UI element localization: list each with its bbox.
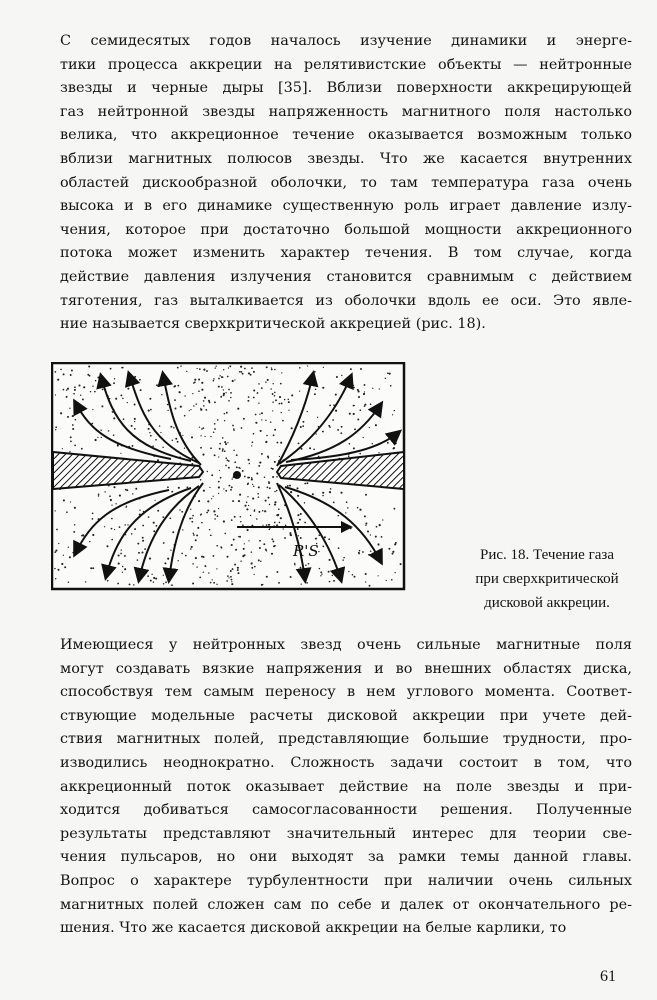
text-line: ствия магнитных полей, представляющие большие трудности, про- (60, 731, 632, 748)
text-line: областей дискообразной оболочки, то там температура газа очень (60, 174, 632, 191)
text-line: действие давления излучения становится сравнимым с действием (60, 268, 632, 285)
text-line: ходится добиваться самосогласованности решения. Полученные (60, 802, 632, 819)
text-line: ние называется сверхкритической аккрецией (рис. 18). (60, 316, 486, 333)
text-line: велика, что аккреционное течение оказывается возможным только (60, 127, 632, 144)
text-line: Вопрос о характере турбулентности при наличии очень сильных (60, 872, 632, 889)
text-line: чения, которое при достаточно большой мощности аккреционного (60, 221, 632, 238)
text-line: способствуя тем самым переносу в нем углового момента. Соответ- (60, 684, 632, 701)
paragraph-magnetic-fields (60, 634, 632, 941)
caption-line: дисковой аккреции. (484, 595, 610, 611)
text-line: высока и в его динамике существенную роль играет давление излу- (60, 198, 632, 215)
text-line: тяготения, газ выталкивается из оболочки вдоль ее оси. Это явле- (60, 292, 632, 309)
text-line: тики процесса аккреции на релятивистские объекты — нейтронные (60, 56, 632, 73)
caption-line: при сверхкритической (475, 571, 619, 587)
text-line: потока может изменить характер течения. В том случае, когда (60, 245, 632, 262)
radius-label: R'S (293, 542, 319, 560)
text-line: Имеющиеся у нейтронных звезд очень сильные магнитные поля (60, 637, 632, 653)
text-line: ствующие модельные расчеты дисковой аккреции при учете дей- (60, 707, 632, 724)
text-line: аккреционный поток оказывает действие на поле звезды и при- (60, 778, 632, 795)
text-line: результаты представляют значительный интерес для теории све- (60, 825, 632, 842)
accretion-flow-diagram (51, 362, 414, 594)
text-line: С семидесятых годов началось изучение динамики и энерге- (60, 33, 632, 49)
page-number: 61 (600, 968, 616, 985)
text-line: газ нейтронной звезды напряженность магнитного поля настолько (60, 103, 632, 120)
text-line: вблизи магнитных полюсов звезды. Что же касается внутренних (60, 150, 632, 167)
figure-18-supercritical-accretion (51, 362, 414, 594)
paragraph-supercritical-accretion (60, 30, 632, 337)
text-line: шения. Что же касается дисковой аккреции на белые карлики, то (60, 920, 567, 937)
text-line: могут создавать вязкие напряжения и во внешних областях диска, (60, 660, 632, 677)
text-line: звезды и черные дыры [35]. Вблизи поверхности аккрецирующей (60, 80, 632, 97)
central-neutron-star (233, 471, 241, 479)
text-line: изводились неоднократно. Сложность задачи состоит в том, что (60, 754, 632, 771)
caption-line: Рис. 18. Течение газа (480, 547, 614, 563)
figure-caption (452, 543, 642, 615)
text-line: магнитных полей сложен сам по себе и далек от окончательного ре- (60, 896, 632, 913)
text-line: чения пульсаров, но они выходят за рамки темы данной главы. (60, 849, 632, 866)
